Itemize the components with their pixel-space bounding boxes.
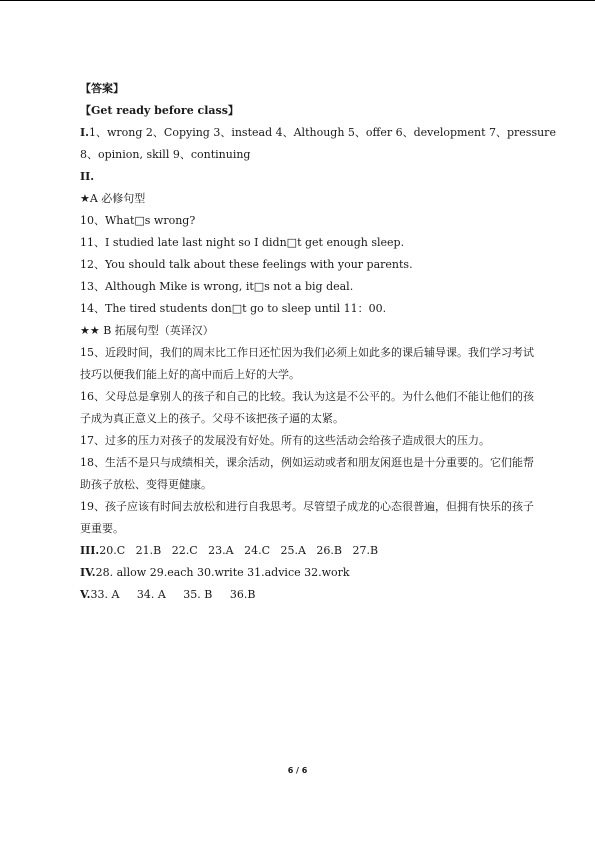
- part5-line: [80, 584, 540, 606]
- translation-19: 19、孩子应该有时间去放松和进行自我思考。尽管望子成龙的心态很普遍，但拥有快乐的孩子更重要。: [80, 500, 534, 535]
- part4-label: IV.: [80, 566, 96, 579]
- sentence-11: 11、I studied late last night so I didn□t get enough sleep.: [80, 236, 405, 249]
- translation-16: 16、父母总是拿别人的孩子和自己的比较。我认为这是不公平的。为什么他们不能让他们的孩子成为真正意义上的孩子。父母不该把孩子逼的太紧。: [80, 390, 534, 425]
- part4-text: 28. allow 29.each 30.write 31.advice 32.work: [95, 566, 350, 579]
- part2-sub-a: ★A 必修句型: [80, 192, 146, 205]
- part2-sub-b: ★★ B 拓展句型（英译汉）: [80, 324, 214, 337]
- part1-text1: 1、wrong 2、Copying 3、instead 4、Although 5、offer 6、development 7、pressure: [88, 126, 556, 139]
- part4-line: [80, 562, 540, 584]
- sentence-14: 14、The tired students don□t go to sleep until 11：00.: [80, 302, 387, 315]
- answer-content: [80, 78, 556, 606]
- part1-line1: [80, 122, 556, 144]
- part5-label: V.: [80, 588, 91, 601]
- part3-label: III.: [80, 544, 100, 557]
- part1-line2: 8、opinion, skill 9、continuing: [80, 148, 251, 161]
- translation-18: 18、生活不是只与成绩相关，课余活动，例如运动或者和朋友闲逛也是十分重要的。它们能帮助孩子放松、变得更健康。: [80, 456, 534, 491]
- sentence-13: 13、Although Mike is wrong, it□s not a big deal.: [80, 280, 354, 293]
- section-heading: 【Get ready before class】: [80, 104, 239, 117]
- translation-15: 15、近段时间，我们的周末比工作日还忙因为我们必须上如此多的课后辅导课。我们学习考试技巧以便我们能上好的高中而后上好的大学。: [80, 346, 534, 381]
- part3-text: 20.C 21.B 22.C 23.A 24.C 25.A 26.B 27.B: [99, 544, 379, 557]
- page-number: 6 / 6: [287, 766, 308, 775]
- part2-label: II.: [80, 170, 95, 183]
- part1-label: I.: [80, 126, 89, 139]
- sentence-10: 10、What□s wrong?: [80, 214, 196, 227]
- top-rule: [0, 0, 595, 1]
- part3-line: [80, 540, 540, 562]
- part5-text: 33. A 34. A 35. B 36.B: [90, 588, 256, 601]
- answer-heading: 【答案】: [80, 82, 124, 95]
- translation-17: 17、过多的压力对孩子的发展没有好处。所有的这些活动会给孩子造成很大的压力。: [80, 434, 490, 447]
- sentence-12: 12、You should talk about these feelings with your parents.: [80, 258, 413, 271]
